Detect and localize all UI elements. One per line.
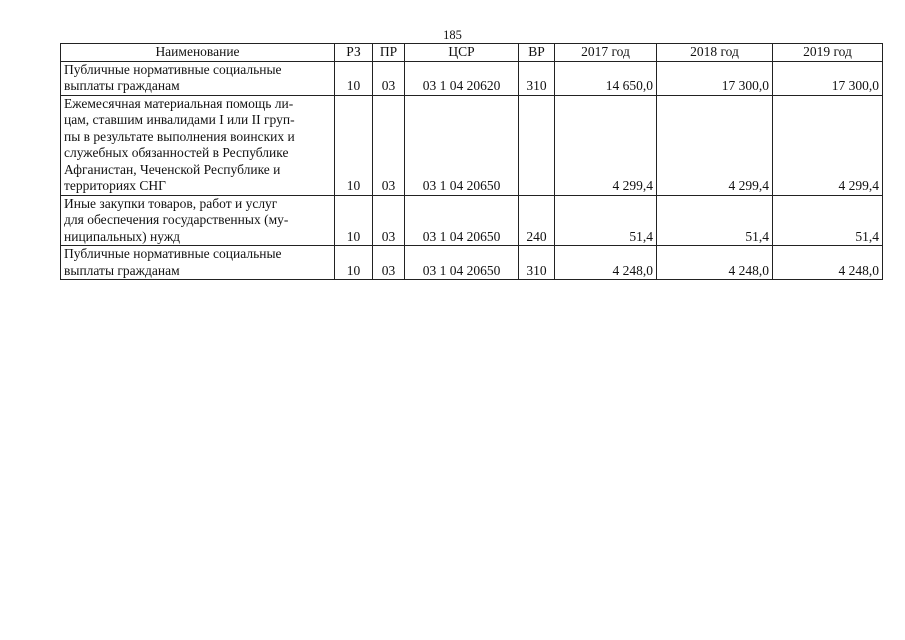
header-2017: 2017 год [555,44,657,62]
name-line: Афганистан, Чеченской Республике и [64,161,281,177]
cell-csr: 03 1 04 20650 [405,246,519,280]
header-vr: ВР [519,44,555,62]
cell-name [61,61,335,95]
table-row [61,95,883,195]
cell-rz: 10 [335,61,373,95]
name-line: Ежемесячная материальная помощь ли- [64,95,294,111]
cell-rz: 10 [335,246,373,280]
cell-name [61,246,335,280]
name-line: ниципальных) нужд [64,228,181,244]
table-row [61,61,883,95]
cell-2017: 51,4 [555,195,657,246]
name-line: служебных обязанностей в Республике [64,145,289,160]
cell-pr: 03 [373,95,405,195]
name-line: Публичные нормативные социальные [64,61,282,77]
cell-2019: 51,4 [773,195,883,246]
name-line: выплаты гражданам [64,78,180,93]
name-line: территориях СНГ [64,178,166,193]
header-name: Наименование [61,44,335,62]
table-header-row [61,44,883,62]
cell-2019: 4 299,4 [773,95,883,195]
header-2018: 2018 год [657,44,773,62]
cell-csr: 03 1 04 20650 [405,95,519,195]
cell-csr: 03 1 04 20620 [405,61,519,95]
cell-vr: 310 [519,61,555,95]
cell-vr: 240 [519,195,555,246]
cell-vr [519,95,555,195]
header-2019: 2019 год [773,44,883,62]
cell-vr: 310 [519,246,555,280]
name-line: Иные закупки товаров, работ и услуг [64,195,278,211]
cell-2017: 4 299,4 [555,95,657,195]
header-pr: ПР [373,44,405,62]
cell-name [61,195,335,246]
header-csr: ЦСР [405,44,519,62]
name-line: пы в результате выполнения воинских и [64,128,295,144]
cell-2017: 14 650,0 [555,61,657,95]
name-line: Публичные нормативные социальные [64,246,282,261]
table-row [61,246,883,280]
cell-2018: 17 300,0 [657,61,773,95]
cell-pr: 03 [373,246,405,280]
cell-2019: 4 248,0 [773,246,883,280]
header-rz: РЗ [335,44,373,62]
cell-2017: 4 248,0 [555,246,657,280]
name-line: выплаты гражданам [64,262,180,278]
cell-2018: 4 248,0 [657,246,773,280]
budget-table [60,43,883,280]
cell-2018: 51,4 [657,195,773,246]
cell-2018: 4 299,4 [657,95,773,195]
cell-pr: 03 [373,195,405,246]
name-line: цам, ставшим инвалидами I или II груп- [64,112,295,127]
cell-rz: 10 [335,95,373,195]
cell-rz: 10 [335,195,373,246]
cell-2019: 17 300,0 [773,61,883,95]
name-line: для обеспечения государственных (му- [64,212,289,227]
cell-csr: 03 1 04 20650 [405,195,519,246]
cell-name [61,95,335,195]
cell-pr: 03 [373,61,405,95]
table-row [61,195,883,246]
page-number: 185 [443,28,462,42]
